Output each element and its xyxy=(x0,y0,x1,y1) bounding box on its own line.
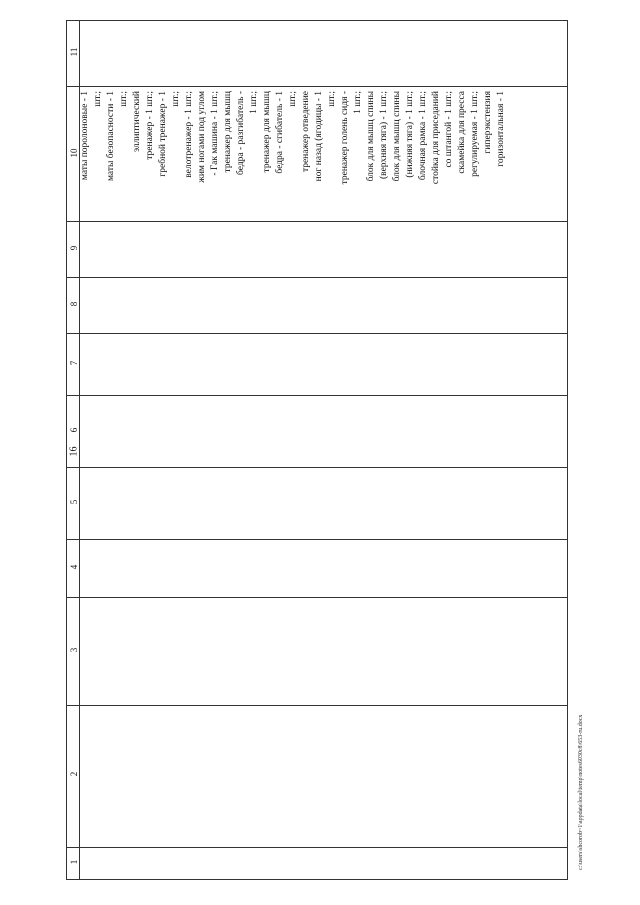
equipment-line: (нижняя тяга) - 1 шт.; xyxy=(405,91,415,178)
equipment-line: гиперэкстензия xyxy=(483,91,493,154)
row-divider xyxy=(67,467,567,468)
column-number-8: 8 xyxy=(69,301,79,307)
equipment-line: ног назад (ягодицы - 1 xyxy=(314,91,324,182)
column-number-10: 10 xyxy=(69,148,79,158)
equipment-table xyxy=(66,20,568,880)
row-divider xyxy=(67,847,567,848)
equipment-line: шт.; xyxy=(171,91,181,107)
equipment-line: со штангой - 1 шт.; xyxy=(444,91,454,168)
equipment-line: тренажер голень сидя - xyxy=(340,91,350,185)
footer-file-path: c:\users\shcorob~1\appdata\local\temp\notes6030c8\653-ru.docx xyxy=(578,714,584,870)
equipment-line: гребной тренажер - 1 xyxy=(158,91,168,177)
equipment-line: горизонтальная - 1 xyxy=(496,91,506,167)
equipment-line: шт.; xyxy=(327,91,337,107)
equipment-line: тренажер для мышц xyxy=(262,91,272,173)
equipment-line: скамейка для пресса xyxy=(457,91,467,174)
equipment-line: блок для мышц спины xyxy=(366,91,376,182)
equipment-line: тренажер для мышц xyxy=(223,91,233,173)
equipment-line: маты поролоновые - 1 xyxy=(80,91,90,181)
column-number-5: 5 xyxy=(69,499,79,505)
equipment-line: шт.; xyxy=(288,91,298,107)
equipment-line: блочная рамка - 1 шт.; xyxy=(418,91,428,181)
column-number-6: 6 xyxy=(69,427,79,433)
column-number-9: 9 xyxy=(69,245,79,251)
equipment-line: стойка для приседаний xyxy=(431,91,441,185)
equipment-line: бедра - разгибатель - xyxy=(236,91,246,175)
equipment-line: 1 шт.; xyxy=(353,91,363,114)
row-divider xyxy=(67,333,567,334)
row-divider xyxy=(67,86,567,87)
equipment-line: жим ногами под углом xyxy=(197,91,207,183)
equipment-line: регулируемая - 1 шт.; xyxy=(470,91,480,177)
equipment-line: блок для мышц спины xyxy=(392,91,402,182)
row-divider xyxy=(67,539,567,540)
equipment-list-cell xyxy=(79,91,553,291)
column-number-2: 2 xyxy=(69,771,79,777)
equipment-line: 1 шт.; xyxy=(249,91,259,114)
equipment-list xyxy=(79,91,508,291)
equipment-line: тренажер отведение xyxy=(301,91,311,173)
equipment-line: бедра - сгибатель - 1 xyxy=(275,91,285,174)
column-number-7: 7 xyxy=(69,360,79,366)
equipment-line: шт.; xyxy=(119,91,129,107)
column-number-4: 4 xyxy=(69,564,79,570)
column-number-3: 3 xyxy=(69,647,79,653)
equipment-line: - Гак машина - 1 шт.; xyxy=(210,91,220,176)
equipment-line: тренажер - 1 шт.; xyxy=(145,91,155,160)
equipment-line: маты безопасности - 1 xyxy=(106,91,116,182)
equipment-line: шт.; xyxy=(93,91,103,107)
equipment-line: эллиптический xyxy=(132,91,142,153)
row-divider xyxy=(67,395,567,396)
equipment-line: (верхняя тяга) - 1 шт.; xyxy=(379,91,389,179)
column-number-1: 1 xyxy=(69,859,79,865)
row-divider xyxy=(67,705,567,706)
page-number: 16 xyxy=(68,446,80,457)
column-number-11: 11 xyxy=(69,47,79,57)
row-divider xyxy=(67,597,567,598)
equipment-line: велотренажер - 1 шт.; xyxy=(184,91,194,178)
